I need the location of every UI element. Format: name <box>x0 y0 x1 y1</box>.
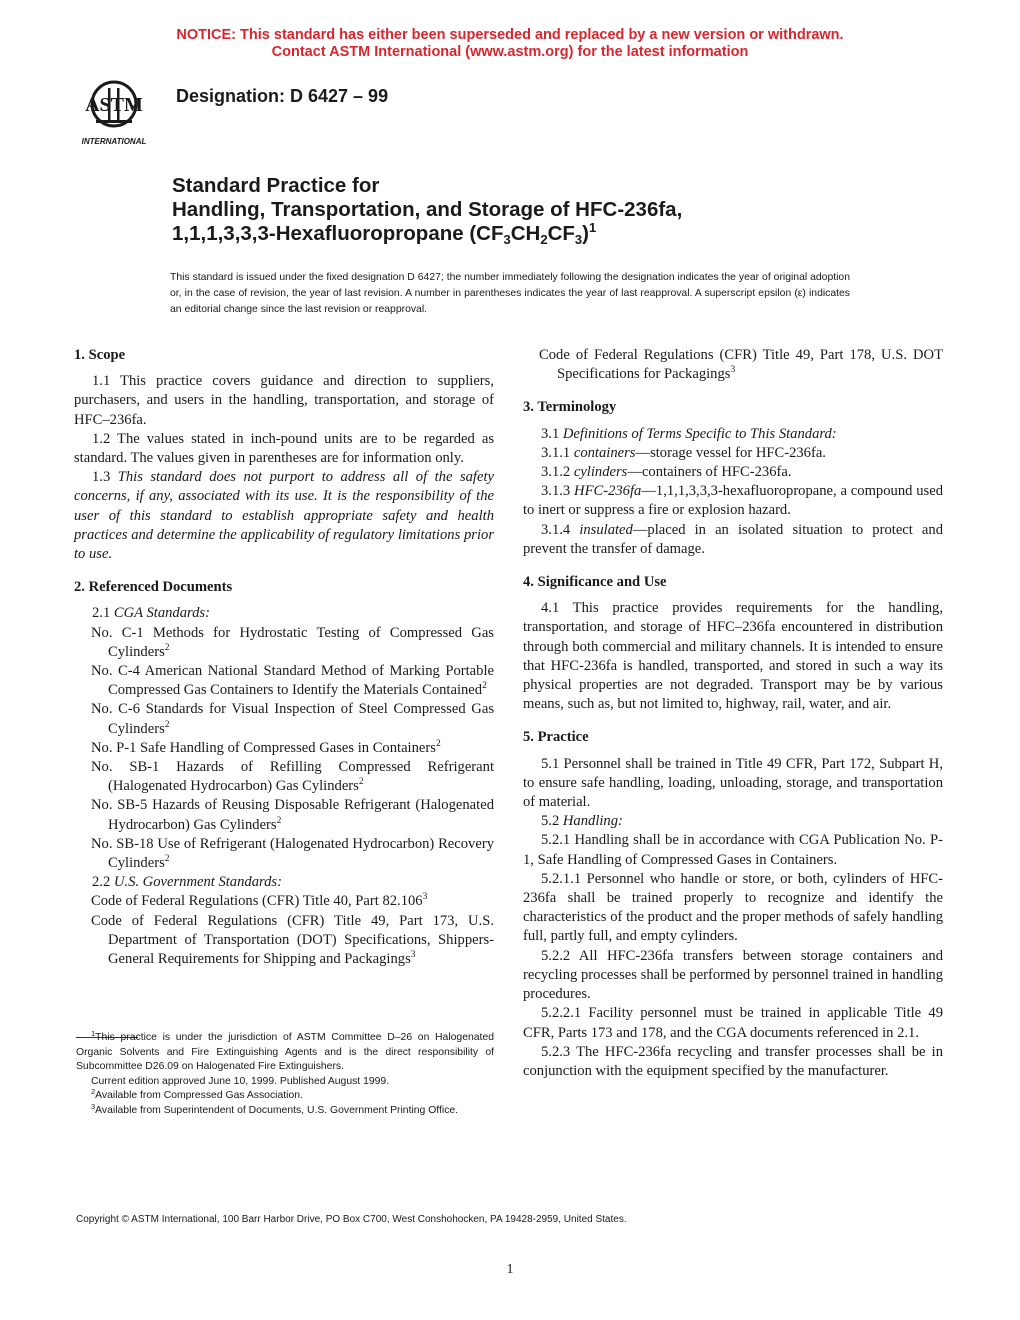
paragraph-5-1: 5.1 Personnel shall be trained in Title 49 CFR, Part 172, Subpart H, to ensure safe handling, loading, unloading, storage, and transportation of material. <box>523 755 943 811</box>
paragraph-number: 1.3 <box>92 469 118 486</box>
left-column <box>74 346 494 969</box>
defined-term: HFC-236fa <box>574 483 642 500</box>
defined-term: containers <box>573 444 636 461</box>
definition-text: —containers of HFC-236fa. <box>627 464 792 481</box>
paragraph-1-1: 1.1 This practice covers guidance and direction to suppliers, purchasers, and users in the handling, transportation, and storage of HFC–236fa. <box>74 373 494 428</box>
formula-part: CF <box>547 222 575 245</box>
footnote-ref: 2 <box>276 815 282 826</box>
paragraph-5-2-3: 5.2.3 The HFC-236fa recycling and transfer processes shall be in conjunction with the equipment specified by the manufacturer. <box>523 1043 943 1079</box>
reference-text: Code of Federal Regulations (CFR) Title 49, Part 178, U.S. DOT Specifications for Packagings <box>539 347 943 383</box>
paragraph-5-2 <box>523 812 943 831</box>
footnote-number: 3 <box>91 1101 96 1111</box>
subheading: Definitions of Terms Specific to This Standard: <box>562 425 837 442</box>
paragraph-5-2-2-1: 5.2.2.1 Facility personnel must be trained in applicable Title 49 CFR, Parts 173 and 178, and the CGA documents referenced in 2.1. <box>523 1005 943 1041</box>
reference-cfr49-178 <box>523 346 943 384</box>
supersession-notice <box>0 27 1020 61</box>
defined-term: cylinders <box>573 464 628 481</box>
paragraph-2-1 <box>74 604 494 623</box>
safety-caveat: This standard does not purport to address all of the safety concerns, if any, associated with its use. It is the responsibility of the user of this standard to establish appropriate safety and health practices and determine the applicability of regulatory limitations prior to use. <box>74 469 494 563</box>
footnote-ref: 2 <box>482 681 487 692</box>
paragraph-number: 3.1.1 <box>541 444 574 461</box>
footnote-ref: 2 <box>164 719 170 730</box>
reference-cfr40 <box>74 892 494 911</box>
footnote-text: Available from Compressed Gas Association. <box>95 1090 303 1101</box>
reference-sb5 <box>74 796 494 834</box>
reference-text: No. P-1 Safe Handling of Compressed Gases in Containers <box>91 739 436 756</box>
title-line-2: Handling, Transportation, and Storage of HFC-236fa, <box>172 198 683 221</box>
section-heading-significance: 4. Significance and Use <box>523 574 667 591</box>
definition-text: —placed in an isolated situation to protect and prevent the transfer of damage. <box>523 521 944 557</box>
notice-line-1: NOTICE: This standard has either been superseded and replaced by a new version or withdrawn. <box>176 27 844 43</box>
reference-text: Code of Federal Regulations (CFR) Title 49, Part 173, U.S. Department of Transportation (DOT) Specifications, Shippers-General Requirements for Shipping and Packagings <box>91 912 494 968</box>
reference-text: Code of Federal Regulations (CFR) Title 40, Part 82.106 <box>91 893 423 910</box>
reference-text: No. SB-5 Hazards of Reusing Disposable Refrigerant (Halogenated Hydrocarbon) Gas Cylinders <box>91 797 494 833</box>
definition-cylinders <box>523 463 943 482</box>
title-line-1: Standard Practice for <box>172 174 380 197</box>
designation: Designation: D 6427 – 99 <box>176 86 389 106</box>
reference-sb18 <box>74 835 494 873</box>
subheading: CGA Standards: <box>113 605 210 622</box>
footnote-number: 2 <box>91 1087 96 1096</box>
paragraph-3-1 <box>523 425 943 444</box>
logo-text: ASTM <box>85 94 143 116</box>
formula-sub: 3 <box>503 232 511 247</box>
section-heading-practice: 5. Practice <box>523 729 589 746</box>
formula-part: CH <box>510 222 541 245</box>
footnote-ref: 2 <box>164 642 170 653</box>
footnote-number: 1 <box>91 1029 96 1038</box>
footnote-ref: 2 <box>435 738 441 749</box>
issuance-note: This standard is issued under the fixed designation D 6427; the number immediately following the designation indicates the year of original adoption or, in the case of revision, the year of last revision. A number in parentheses indicates the year of last reapproval. A superscript epsilon (ε) indicates an editorial change since the last revision or reapproval. <box>170 272 850 315</box>
footnote-3 <box>76 1101 494 1119</box>
paragraph-5-2-1: 5.2.1 Handling shall be in accordance with CGA Publication No. P-1, Safe Handling of Compressed Gases in Containers. <box>523 832 943 868</box>
footnotes <box>76 1031 494 1118</box>
paragraph-5-2-2: 5.2.2 All HFC-236fa transfers between storage containers and recycling processes shall be performed by personnel trained in handling procedures. <box>523 947 943 1003</box>
definition-text: —1,1,1,3,3,3-hexafluoropropane, a compound used to inert or suppress a fire or explosion hazard. <box>523 483 944 519</box>
standard-title <box>172 174 952 246</box>
paragraph-2-2 <box>74 873 494 892</box>
paragraph-4-1: 4.1 This practice provides requirements for the handling, transportation, and storage of HFC–236fa encountered in distribution through both commercial and military channels. It is intended to ensure that HFC-236fa is handled, transported, and stored in such a way its physical properties are not degraded. Transport may be by various means, such as, but not limited to, highway, rail, water, and air. <box>523 600 943 713</box>
section-heading-referenced-documents: 2. Referenced Documents <box>74 579 233 596</box>
paragraph-number: 3.1.4 <box>541 521 580 538</box>
footnote-1 <box>76 1031 494 1075</box>
footnote-ref: 2 <box>358 777 364 788</box>
subheading: U.S. Government Standards: <box>113 874 282 891</box>
paragraph-number: 3.1.2 <box>541 464 574 481</box>
paragraph-number: 5.2 <box>541 813 563 830</box>
reference-text: No. C-1 Methods for Hydrostatic Testing of Compressed Gas Cylinders <box>91 624 494 660</box>
reference-c6 <box>74 700 494 738</box>
paragraph-5-2-1-1: 5.2.1.1 Personnel who handle or store, or both, cylinders of HFC-236fa shall be trained properly to recognize and identify the characteristics of the product and the proper methods of safely handling full, partly full, and empty cylinders. <box>523 870 943 945</box>
paragraph-number: 2.2 <box>92 874 114 891</box>
astm-logo-icon <box>66 80 162 148</box>
definition-text: —storage vessel for HFC-236fa. <box>635 444 826 461</box>
subheading: Handling: <box>562 813 623 830</box>
reference-text: No. SB-18 Use of Refrigerant (Halogenated Hydrocarbon) Recovery Cylinders <box>91 835 494 872</box>
section-heading-scope: 1. Scope <box>74 347 126 363</box>
definition-hfc-236fa <box>523 482 943 520</box>
paragraph-1-3 <box>74 468 494 564</box>
reference-text: No. C-6 Standards for Visual Inspection of Steel Compressed Gas Cylinders <box>91 701 494 737</box>
defined-term: insulated <box>579 521 633 538</box>
footnote-ref: 3 <box>410 950 416 961</box>
footnote-ref: 3 <box>730 365 736 376</box>
page-number: 1 <box>506 1262 514 1277</box>
title-footnote-ref: 1 <box>588 220 597 235</box>
footnote-ref: 2 <box>164 854 170 865</box>
reference-p1 <box>74 739 494 758</box>
definition-insulated <box>523 521 943 559</box>
title-line-3-text: 1,1,1,3,3,3-Hexafluoropropane (CF <box>172 222 504 245</box>
notice-line-2: Contact ASTM International (www.astm.org) for the latest information <box>271 44 749 60</box>
paragraph-number: 3.1.3 <box>541 483 575 500</box>
paragraph-1-2: 1.2 The values stated in inch-pound units are to be regarded as standard. The values given in parentheses are for information only. <box>74 430 494 467</box>
paragraph-number: 2.1 <box>92 605 114 622</box>
reference-cfr49-173 <box>74 912 494 970</box>
footnote-2 <box>76 1089 494 1104</box>
reference-sb1 <box>74 758 494 796</box>
title-line-3 <box>172 222 952 246</box>
definition-containers <box>523 444 943 463</box>
reference-c1 <box>74 624 494 662</box>
footnote-text: Available from Superintendent of Documents, U.S. Government Printing Office. <box>95 1104 459 1116</box>
reference-c4 <box>74 662 494 700</box>
astm-logo <box>66 80 162 148</box>
footnote-text: This practice is under the jurisdiction of ASTM Committee D–26 on Halogenated Organic Solvents and Fire Extinguishing Agents and is the direct responsibility of Subcommittee D26.09 on Halogenated Fire Extinguishers. <box>76 1032 494 1072</box>
copyright-line: Copyright © ASTM International, 100 Barr Harbor Drive, PO Box C700, West Conshohocken, PA 19428-2959, United States. <box>76 1214 627 1225</box>
formula-sub: 2 <box>540 232 548 247</box>
footnote-ref: 3 <box>422 892 428 903</box>
reference-text: No. C-4 American National Standard Method of Marking Portable Compressed Gas Containers to Identify the Materials Contained <box>91 663 494 699</box>
logo-subtext: INTERNATIONAL <box>81 137 147 146</box>
footnote-1-edition: Current edition approved June 10, 1999. Published August 1999. <box>91 1075 390 1087</box>
section-heading-terminology: 3. Terminology <box>523 399 617 416</box>
reference-text: No. SB-1 Hazards of Refilling Compressed Refrigerant (Halogenated Hydrocarbon) Gas Cylinders <box>91 759 494 795</box>
formula-sub: 3 <box>574 232 583 247</box>
formula-part: ) <box>582 222 589 245</box>
paragraph-number: 3.1 <box>541 425 563 442</box>
right-column <box>523 346 943 1081</box>
